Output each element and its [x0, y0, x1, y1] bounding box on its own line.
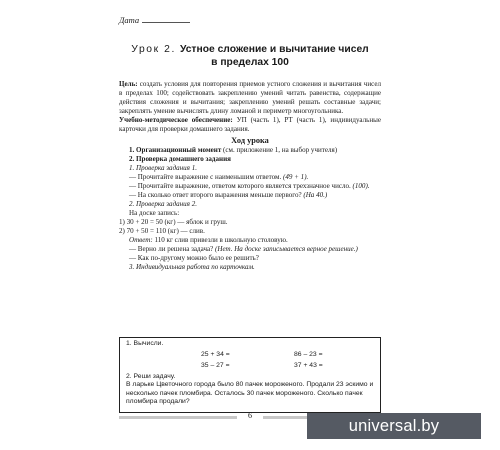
question-4 [119, 245, 381, 254]
lesson-topic-line1: Устное сложение и вычитание чисел [179, 44, 369, 55]
task-2-problem: В ларьке Цветочного города было 80 пачек мороженого. Продали 23 эскимо и несколько пачек пломбира. Осталось 30 пачек мороженого. Сколько пачек пломбира продали? [126, 381, 374, 406]
answer-2: (100). [352, 181, 370, 190]
question-3 [119, 191, 381, 200]
goal-paragraph [119, 80, 381, 116]
question-1 [119, 173, 381, 182]
task-card [119, 337, 381, 413]
section-heading: Ход урока [231, 135, 269, 145]
step-2: 2. Проверка домашнего задания [129, 154, 231, 163]
question-4-text: — Верно ли решена задача? [129, 245, 216, 254]
exercise-row-2 [126, 362, 374, 373]
exercise-2: 86 – 23 = [294, 350, 323, 358]
check-3: 3. Индивидуальная работа по карточкам. [129, 263, 255, 272]
answer-text: 110 кг слив привезли в школьную столовую. [152, 236, 288, 245]
answer-3: (На 40.) [303, 191, 328, 200]
exercise-4: 37 + 43 = [294, 361, 323, 369]
question-5: — Как по-другому можно было ее решить? [129, 254, 259, 263]
question-2 [119, 182, 381, 191]
date-label: Дата [119, 15, 140, 25]
lesson-number: Урок 2. [131, 44, 176, 55]
lesson-body [119, 80, 381, 272]
task-2-label: 2. Реши задачу. [126, 372, 176, 380]
date-blank-line [142, 14, 190, 23]
exercise-3: 35 – 27 = [201, 361, 230, 369]
lesson-title [119, 44, 381, 69]
question-2-text: — Прочитайте выражение, ответом которого является трехзначное число. [129, 181, 353, 190]
check-2: 2. Проверка задания 2. [129, 200, 198, 209]
page-number: 6 [248, 411, 252, 420]
task-1-label: 1. Вычисли. [126, 340, 164, 347]
watermark-badge: universal.by [307, 413, 481, 439]
goal-label: Цель: [119, 80, 138, 88]
lesson-topic-line2: в пределах 100 [211, 56, 289, 68]
exercise-row-1 [126, 351, 374, 362]
date-field [119, 14, 190, 25]
equation-2: 2) 70 + 50 = 110 (кг) — слив. [119, 227, 205, 236]
support-label: Учебно-методическое обеспечение: [119, 116, 233, 125]
equation-1: 1) 30 + 20 = 50 (кг) — яблок и груш. [119, 218, 228, 227]
step-1-note: (см. приложение 1, на выбор учителя) [221, 145, 338, 154]
answer-1: (49 + 1). [283, 172, 309, 181]
support-text: УП (часть 1), РТ (часть 1), индивидуальные карточки для проверки домашнего задания. [119, 116, 381, 134]
question-3-text: — На сколько ответ второго выражения меньше первого? [129, 191, 304, 200]
answer-line [119, 236, 381, 245]
footer-bar-left [119, 416, 237, 419]
goal-text: создать условия для повторения приемов устного сложения и вычитания чисел в пределах 100; содействовать закреплению умений читать равенства, содержащие действия сложения и вычитания; закреплению умений решать составные задачи; закреплять умение вычислять длину ломаной и периметр многоугольника. [119, 80, 381, 116]
exercise-1: 25 + 34 = [201, 350, 230, 358]
check-1: 1. Проверка задания 1. [129, 163, 198, 172]
step-1 [119, 146, 381, 155]
answer-label: Ответ: [129, 236, 153, 245]
support-paragraph [119, 116, 381, 134]
step-1-label: 1. Организационный момент [129, 145, 222, 154]
answer-4: (Нет. На доске записывается верное решение.) [215, 245, 358, 254]
question-1-text: — Прочитайте выражение с наименьшим ответом. [129, 172, 283, 181]
board-note: На доске запись: [129, 209, 180, 218]
